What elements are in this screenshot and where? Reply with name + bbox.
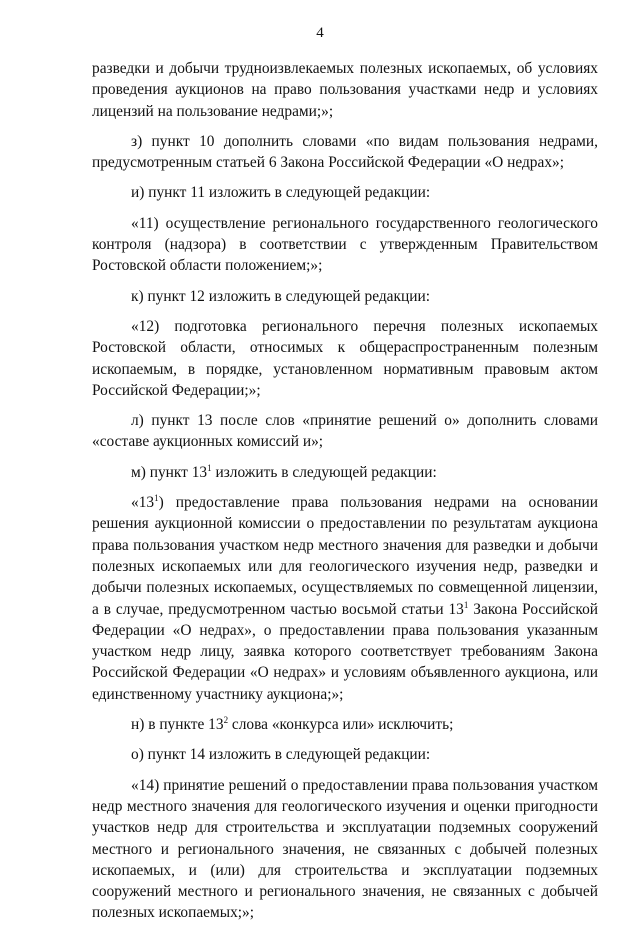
- paragraph-item-i: и) пункт 11 изложить в следующей редакции:: [131, 184, 431, 202]
- text-segment: слова «конкурса или» исключить;: [228, 716, 454, 734]
- paragraph-item-k: к) пункт 12 изложить в следующей редакции:: [131, 287, 430, 305]
- paragraph-item-z: з) пункт 10 дополнить словами «по видам пользования недрами, предусмотренным статьей 6 Закона Российской Федерации «О недрах»;: [92, 132, 598, 172]
- text-segment: н) в пункте 13: [131, 716, 224, 734]
- document-body: [92, 58, 598, 933]
- paragraph-continuation: разведки и добычи трудноизвлекаемых полезных ископаемых, об условиях проведения аукционов на право пользования участками недр и условиях лицензий на пользование недрами;»;: [92, 60, 598, 120]
- text-segment: изложить в следующей редакции:: [211, 463, 437, 481]
- superscript: 1: [463, 599, 469, 610]
- paragraph-item-n: [92, 714, 598, 735]
- paragraph-point-11: «11) осуществление регионального государственного геологического контроля (надзора) в соответствии с утвержденным Правительством Ростовской области положением;»;: [92, 214, 598, 275]
- text-segment: «13: [131, 494, 155, 512]
- paragraph-item-m: [92, 462, 598, 483]
- paragraph-point-14: «14) принятие решений о предоставлении права пользования участком недр местного значения для геологического изучения и оценки пригодности участков недр для строительства и эксплуатации подземных сооружений местного и регионального значения, не связанных с добычей полезных ископаемых, и (или) для строительства и эксплуатации подземных сооружений местного и регионального значения, не связанных с добычей полезных ископаемых;»;: [92, 776, 598, 922]
- text-segment: м) пункт 13: [131, 463, 208, 481]
- superscript: 1: [207, 462, 212, 473]
- superscript: 2: [223, 715, 229, 726]
- text-segment: Закона Российской Федерации «О недрах», о предоставлении права пользования указанным участком недр лицу, заявка которого соответствует требованиям Закона Российской Федерации «О недрах» и условиям объявленного аукциона, или единственному участнику аукциона;»;: [92, 600, 598, 703]
- paragraph-point-13-1: [92, 492, 598, 705]
- paragraph-point-12: «12) подготовка регионального перечня полезных ископаемых Ростовской области, относимых к общераспространенным полезным ископаемым, в порядке, установленном нормативным правовым актом Российской Федерации;»;: [92, 317, 598, 399]
- paragraph-item-o: о) пункт 14 изложить в следующей редакции:: [131, 746, 431, 764]
- text-segment: ) предоставление права пользования недрами на основании решения аукционной комиссии о предоставлении по результатам аукциона права пользования участком недр местного значения для разведки и добычи полезных ископаемых или для геологического изучения недр, разведки и добычи полезных ископаемых, осуществляемых по совмещенной лицензии, а в случае, предусмотренном частью восьмой статьи 13: [92, 494, 598, 618]
- page-number: 4: [316, 25, 324, 41]
- superscript: 1: [154, 493, 159, 504]
- paragraph-item-l: л) пункт 13 после слов «принятие решений о» дополнить словами «составе аукционных комиссий и»;: [92, 412, 598, 451]
